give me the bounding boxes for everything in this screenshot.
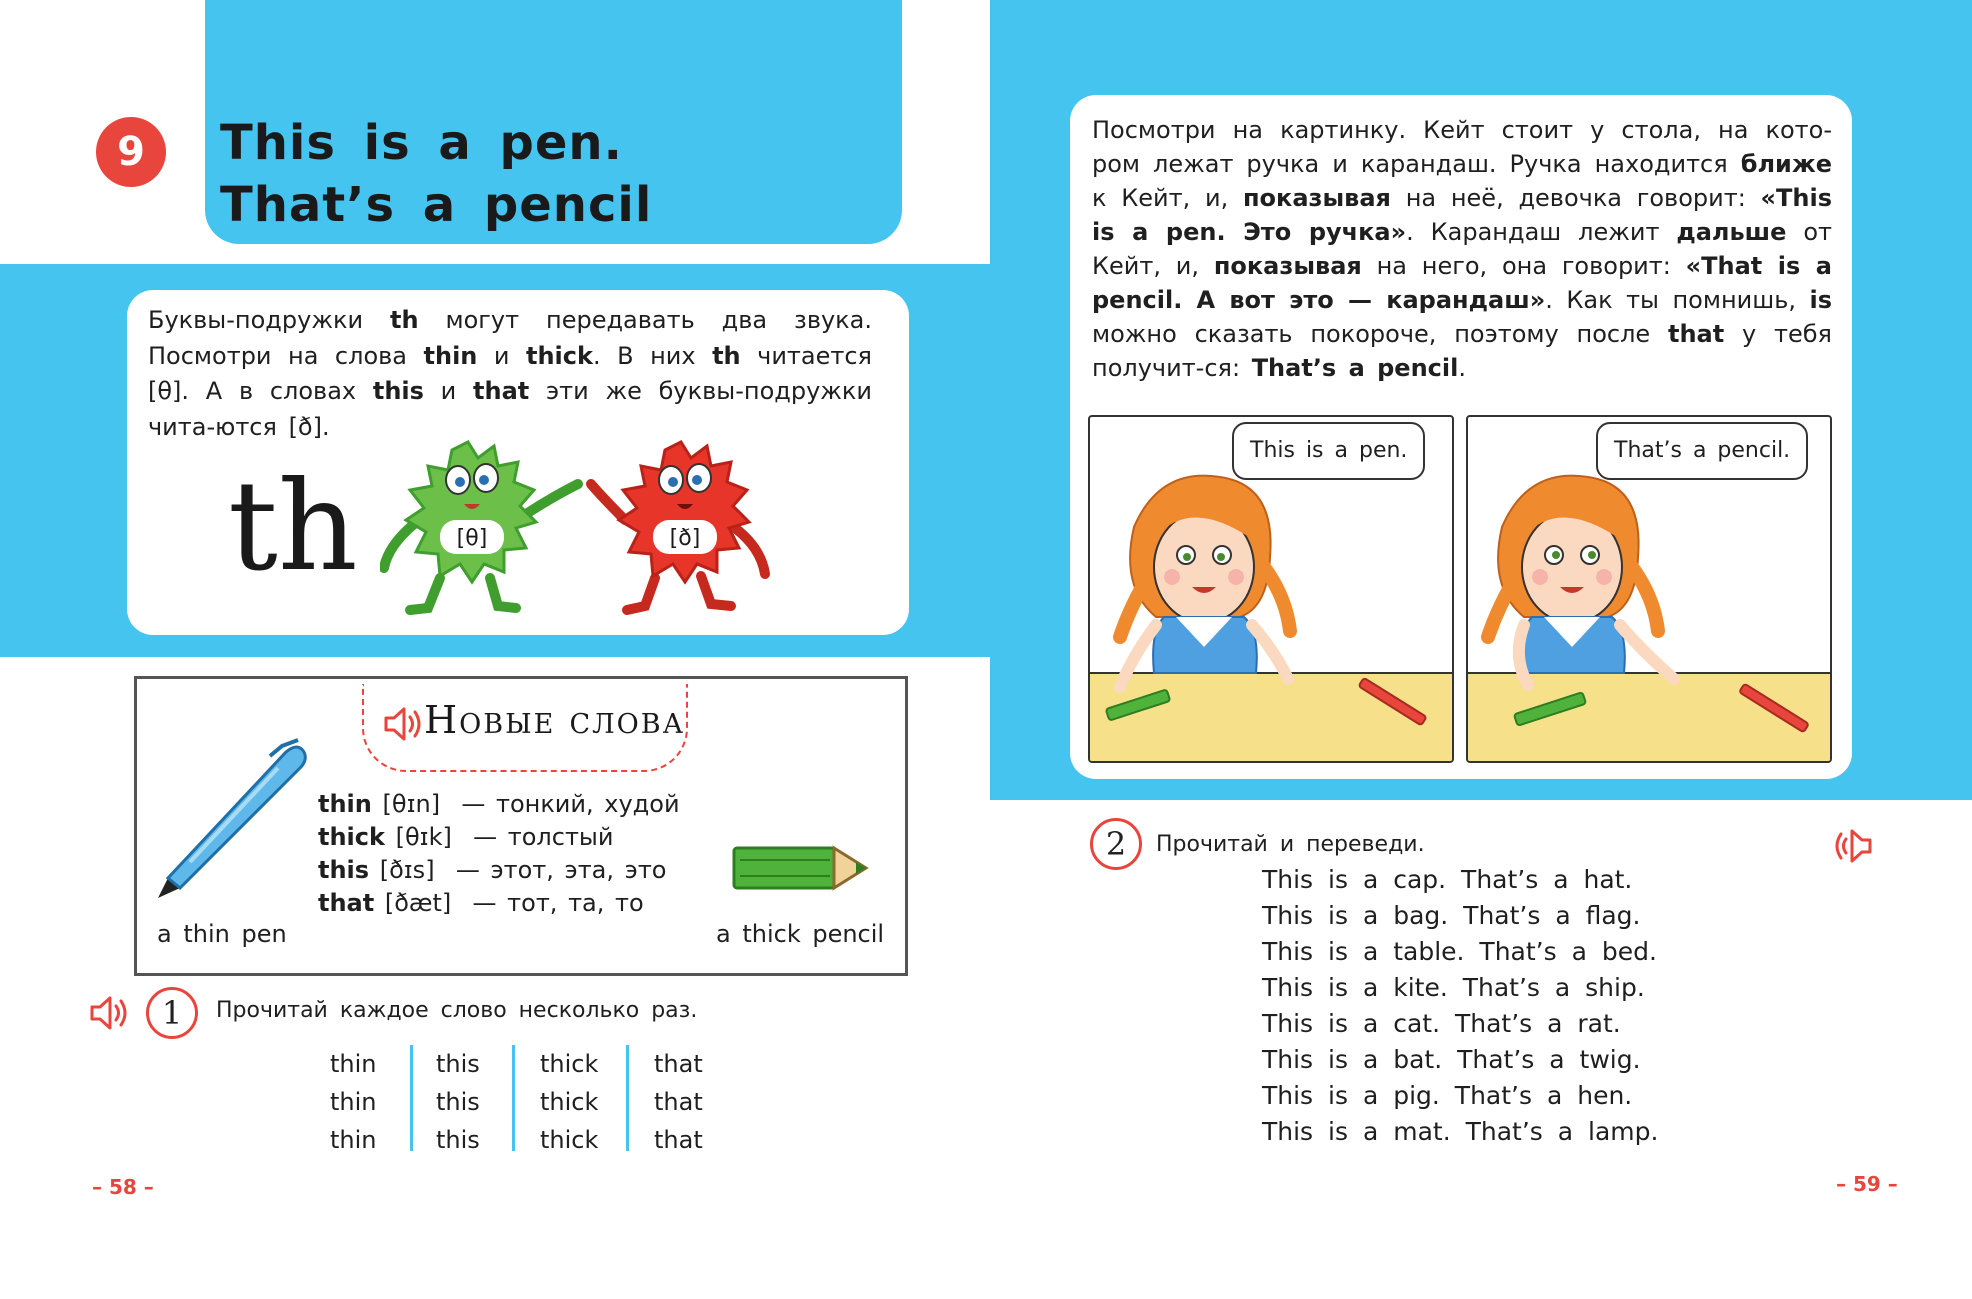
grid-word: that [654,1050,703,1078]
green-monster-label: [θ] [456,526,488,551]
vocab-translation: — толстый [473,823,614,851]
vocab-translation: — тот, та, то [472,889,644,917]
sentence: This is a bag. That’s a flag. [1262,901,1641,930]
sentence: This is a mat. That’s a lamp. [1262,1117,1659,1146]
vocab-transcription: [θɪk] [395,823,452,851]
speaker-icon[interactable] [88,993,132,1033]
vocab-word: thin [318,790,372,818]
column-divider [512,1045,515,1151]
red-monster-illustration [585,428,805,616]
grid-word: thin [330,1050,377,1078]
exercise-instruction: Прочитай и переведи. [1156,832,1425,857]
vocab-row [318,887,680,920]
grid-word: thick [540,1088,599,1116]
grid-word: this [436,1088,480,1116]
vocab-row [318,854,680,887]
grid-word: that [654,1088,703,1116]
grid-word: thin [330,1126,377,1154]
vocab-row [318,821,680,854]
lesson-title [220,112,652,236]
speaker-icon[interactable] [382,704,426,744]
column-divider [410,1045,413,1151]
blue-pen-image [150,738,310,908]
exercise-number-badge: 2 [1090,818,1142,870]
grid-word: this [436,1126,480,1154]
caption-thick-pencil: a thick pencil [716,920,885,948]
story-text: Посмотри на картинку. Кейт стоит у стола, на кото-ром лежат ручка и карандаш. Ручка находится ближе к Кейт, и, показывая на неё, девочка говорит: «This is a pen. Это ручка». Карандаш лежит дальше от Кейт, и, показывая на него, она говорит: «That is a pencil. А вот это — карандаш». Как ты помнишь, is можно сказать покороче, поэтому после that у тебя получит-ся: That’s a pencil. [1092,116,1833,382]
lesson-number-badge: 9 [96,117,166,187]
sentence: This is a kite. That’s a ship. [1262,973,1645,1002]
sentence: This is a cat. That’s a rat. [1262,1009,1621,1038]
word-column [330,1045,377,1159]
page-number-left: – 58 – [92,1175,154,1199]
speaker-icon[interactable] [1830,826,1874,866]
grid-word: thick [540,1050,599,1078]
lesson-title-line1: This is a pen. [220,115,623,171]
th-big-letters: th [228,455,358,599]
speech-bubble-thats-a-pencil: That’s a pencil. [1596,422,1808,480]
sentence: This is a cap. That’s a hat. [1262,865,1633,894]
vocab-word: thick [318,823,385,851]
vocab-transcription: [ðɪs] [379,856,435,884]
sentence: This is a pig. That’s a hen. [1262,1081,1633,1110]
grid-word: this [436,1050,480,1078]
caption-thin-pen: a thin pen [157,920,287,948]
vocabulary-list [318,788,680,920]
vocab-word: this [318,856,370,884]
new-words-title: Новые слова [424,698,686,742]
sentence: This is a table. That’s a bed. [1262,937,1657,966]
vocab-transcription: [θɪn] [382,790,441,818]
exercise-instruction: Прочитай каждое слово несколько раз. [216,998,698,1023]
green-pencil-image [730,840,870,896]
sentence-list [1262,862,1658,1150]
lesson-title-line2: That’s a pencil [220,177,653,233]
vocab-transcription: [ðæt] [384,889,452,917]
vocab-translation: — этот, эта, это [455,856,667,884]
word-column [540,1045,598,1159]
speech-bubble-this-is-a-pen: This is a pen. [1232,422,1425,480]
green-monster-illustration [380,428,600,616]
exercise-number-badge: 1 [146,987,198,1039]
page-number-right: – 59 – [1836,1172,1898,1196]
word-column [654,1045,703,1159]
grid-word: thin [330,1088,377,1116]
grid-word: that [654,1126,703,1154]
red-monster-label: [ð] [669,526,701,551]
column-divider [626,1045,629,1151]
vocab-word: that [318,889,375,917]
sentence: This is a bat. That’s a twig. [1262,1045,1641,1074]
vocab-row [318,788,680,821]
grid-word: thick [540,1126,599,1154]
word-column [436,1045,480,1159]
rule-text: Буквы-подружки th могут передавать два звука. Посмотри на слова thin и thick. В них th читается [θ]. А в словах this и that эти же буквы-подружки чита-ются [ð]. [148,306,873,441]
vocab-translation: — тонкий, худой [461,790,680,818]
